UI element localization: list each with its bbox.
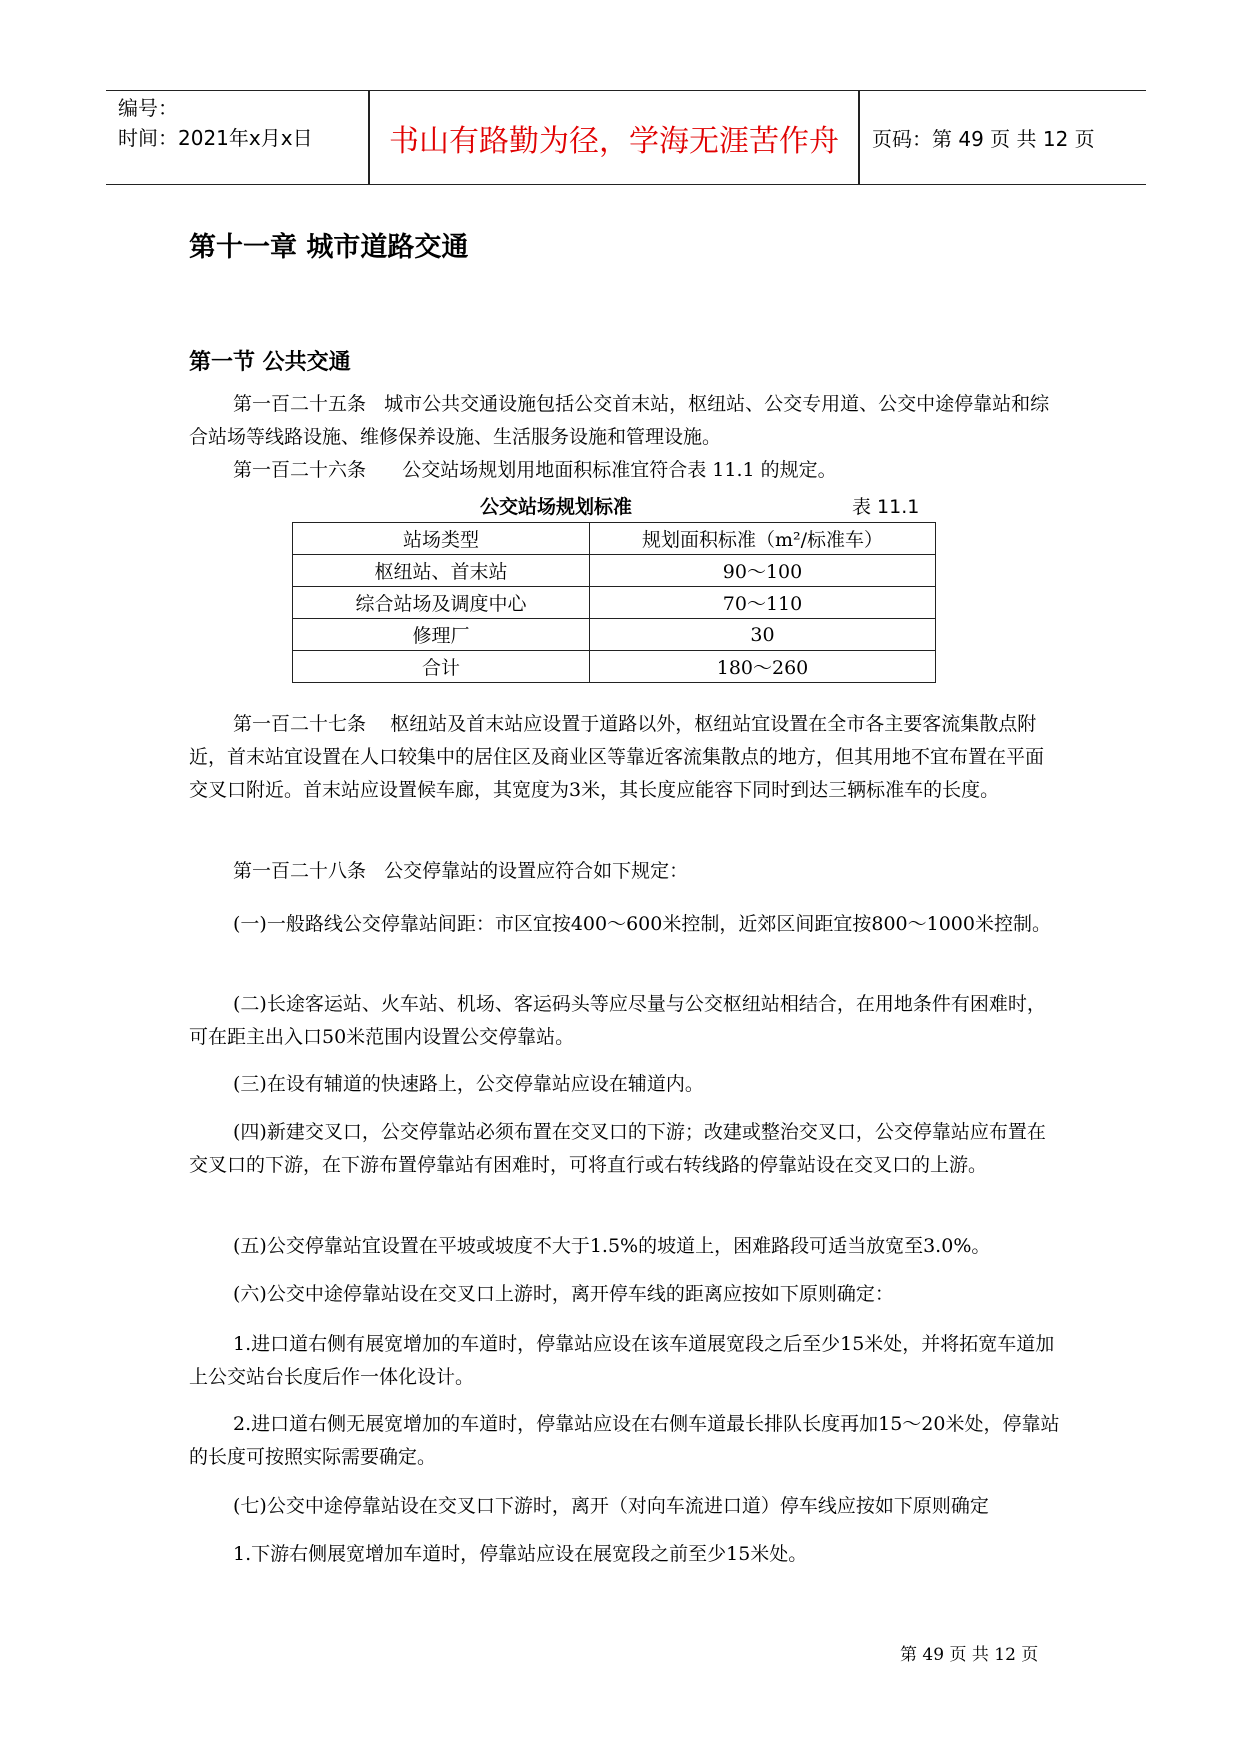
table-row [293, 619, 936, 651]
section-title: 第一节 公共交通 [189, 350, 351, 375]
header-meta [118, 93, 313, 153]
header-divider-right [858, 91, 860, 184]
table-row [293, 587, 936, 619]
article-125 [189, 388, 1061, 454]
article-text: 枢纽站及首末站应设置于道路以外，枢纽站宜设置在全市各主要客流集散点附近，首末站宜设置在人口较集中的居住区及商业区等靠近客流集散点的地方，但其用地不宜布置在平面交叉口附近。首末站应设置候车廊，其宽度为3米，其长度应能容下同时到达三辆标准车的长度。 [189, 713, 1045, 801]
article-text: 公交站场规划用地面积标准宜符合表 11.1 的规定。 [402, 459, 837, 481]
article-number: 第一百二十五条 [233, 393, 367, 415]
article-number: 第一百二十七条 [233, 713, 367, 735]
article-text: 公交停靠站的设置应符合如下规定： [384, 860, 689, 882]
planning-standard-table [292, 522, 936, 683]
table-title: 公交站场规划标准 [480, 496, 633, 518]
page-footer: 第 49 页 共 12 页 [900, 1645, 1039, 1665]
list-item: (六)公交中途停靠站设在交叉口上游时，离开停车线的距离应按如下原则确定： [233, 1283, 894, 1305]
table-cell: 枢纽站、首末站 [293, 555, 590, 587]
article-number: 第一百二十六条 [233, 459, 367, 481]
table-header-row [293, 523, 936, 555]
article-127 [189, 708, 1061, 807]
table-number: 表 11.1 [852, 496, 920, 518]
list-item: (四)新建交叉口，公交停靠站必须布置在交叉口的下游；改建或整治交叉口，公交停靠站应布置在交叉口的下游，在下游布置停靠站有困难时，可将直行或右转线路的停靠站设在交叉口的上游。 [189, 1121, 1046, 1176]
chapter-title: 第十一章 城市道路交通 [189, 232, 469, 263]
table-header-cell: 规划面积标准（m²/标准车） [590, 523, 936, 555]
table-cell: 修理厂 [293, 619, 590, 651]
table-cell: 合计 [293, 651, 590, 683]
header-page-label: 页码：第 49 页 共 12 页 [872, 127, 1095, 151]
list-item: (七)公交中途停靠站设在交叉口下游时，离开（对向车流进口道）停车线应按如下原则确定 [233, 1495, 989, 1517]
list-item: (二)长途客运站、火车站、机场、客运码头等应尽量与公交枢纽站相结合，在用地条件有困难时，可在距主出入口50米范围内设置公交停靠站。 [189, 993, 1046, 1048]
article-number: 第一百二十八条 [233, 860, 367, 882]
number-label: 编号： [118, 96, 178, 120]
list-item: (三)在设有辅道的快速路上，公交停靠站应设在辅道内。 [233, 1073, 704, 1095]
table-cell: 180～260 [590, 651, 936, 683]
table-row [293, 651, 936, 683]
table-cell: 70～110 [590, 587, 936, 619]
article-126 [189, 454, 1061, 487]
page-header [106, 90, 1146, 185]
list-item: (一)一般路线公交停靠站间距：市区宜按400～600米控制，近郊区间距宜按800～1000米控制。 [233, 913, 1051, 935]
list-item: 2.进口道右侧无展宽增加的车道时，停靠站应设在右侧车道最长排队长度再加15～20米处，停靠站的长度可按照实际需要确定。 [189, 1413, 1060, 1468]
article-128 [189, 855, 1061, 888]
table-header-cell: 站场类型 [293, 523, 590, 555]
table-cell: 90～100 [590, 555, 936, 587]
list-item: 1.进口道右侧有展宽增加的车道时，停靠站应设在该车道展宽段之后至少15米处，并将拓宽车道加上公交站台长度后作一体化设计。 [189, 1333, 1055, 1388]
list-item: (五)公交停靠站宜设置在平坡或坡度不大于1.5%的坡道上，困难路段可适当放宽至3.0%。 [233, 1235, 991, 1257]
table-row [293, 555, 936, 587]
header-motto: 书山有路勤为径，学海无涯苦作舟 [389, 124, 839, 159]
article-text: 城市公共交通设施包括公交首末站，枢纽站、公交专用道、公交中途停靠站和综合站场等线路设施、维修保养设施、生活服务设施和管理设施。 [189, 393, 1050, 448]
table-cell: 30 [590, 619, 936, 651]
time-label: 时间：2021年x月x日 [118, 126, 313, 150]
list-item: 1.下游右侧展宽增加车道时，停靠站应设在展宽段之前至少15米处。 [233, 1543, 808, 1565]
table-cell: 综合站场及调度中心 [293, 587, 590, 619]
